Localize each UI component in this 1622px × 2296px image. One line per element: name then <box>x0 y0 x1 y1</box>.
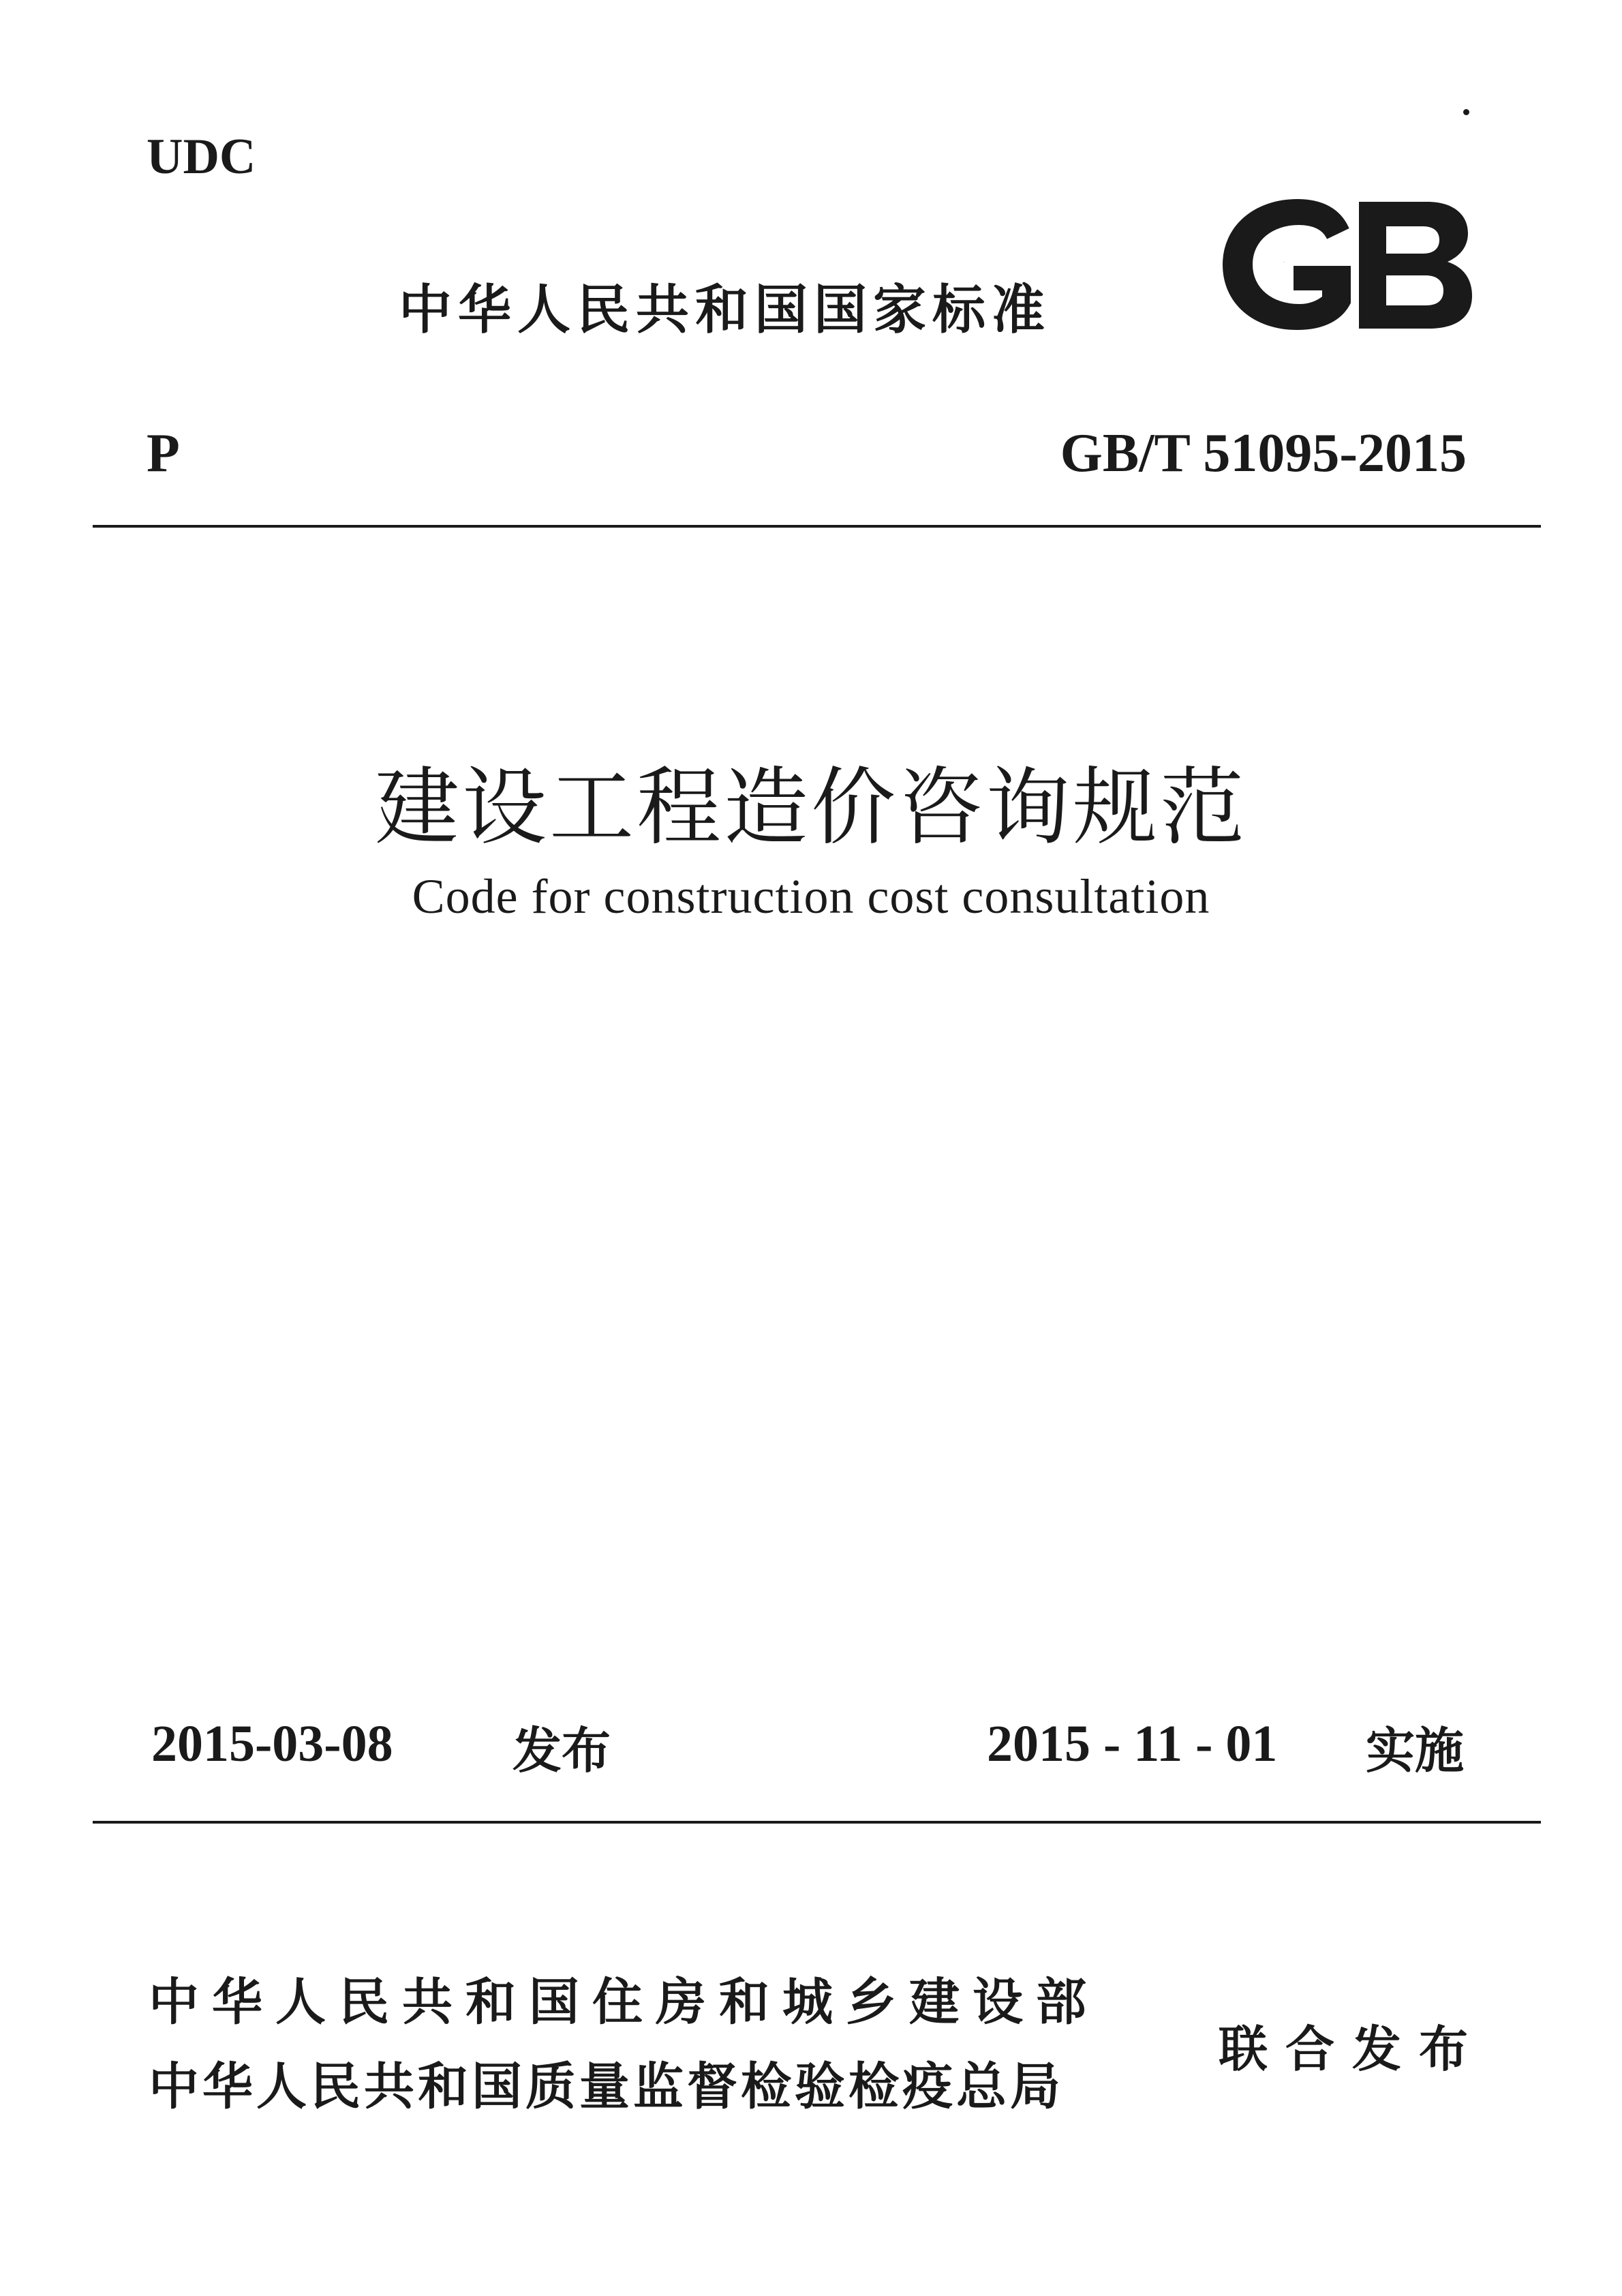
classification-code: P <box>147 423 180 483</box>
joint-publish-label: 联合发布 <box>1219 2021 1486 2078</box>
footer-divider <box>93 1821 1541 1824</box>
corner-dot <box>1463 109 1469 115</box>
gb-logo-text: GB <box>1283 262 1285 263</box>
issue-date: 2015-03-08 <box>151 1715 393 1772</box>
issue-label: 发布 <box>512 1722 611 1779</box>
implementation-label: 实施 <box>1366 1722 1465 1779</box>
implementation-date: 2015 - 11 - 01 <box>987 1715 1278 1772</box>
publisher-quality-supervision: 中华人民共和国质量监督检验检疫总局 <box>149 2057 1064 2116</box>
national-standard-heading: 中华人民共和国国家标准 <box>399 280 1052 341</box>
publisher-ministry-housing: 中华人民共和国住房和城乡建设部 <box>149 1973 1099 2031</box>
document-title-english: Code for construction cost consultation <box>412 869 1210 924</box>
udc-label: UDC <box>147 129 256 185</box>
gb-logo-icon <box>1208 194 1475 335</box>
header-divider <box>93 525 1541 528</box>
standard-number: GB/T 51095-2015 <box>1060 423 1467 483</box>
document-title-chinese: 建设工程造价咨询规范 <box>374 759 1247 857</box>
